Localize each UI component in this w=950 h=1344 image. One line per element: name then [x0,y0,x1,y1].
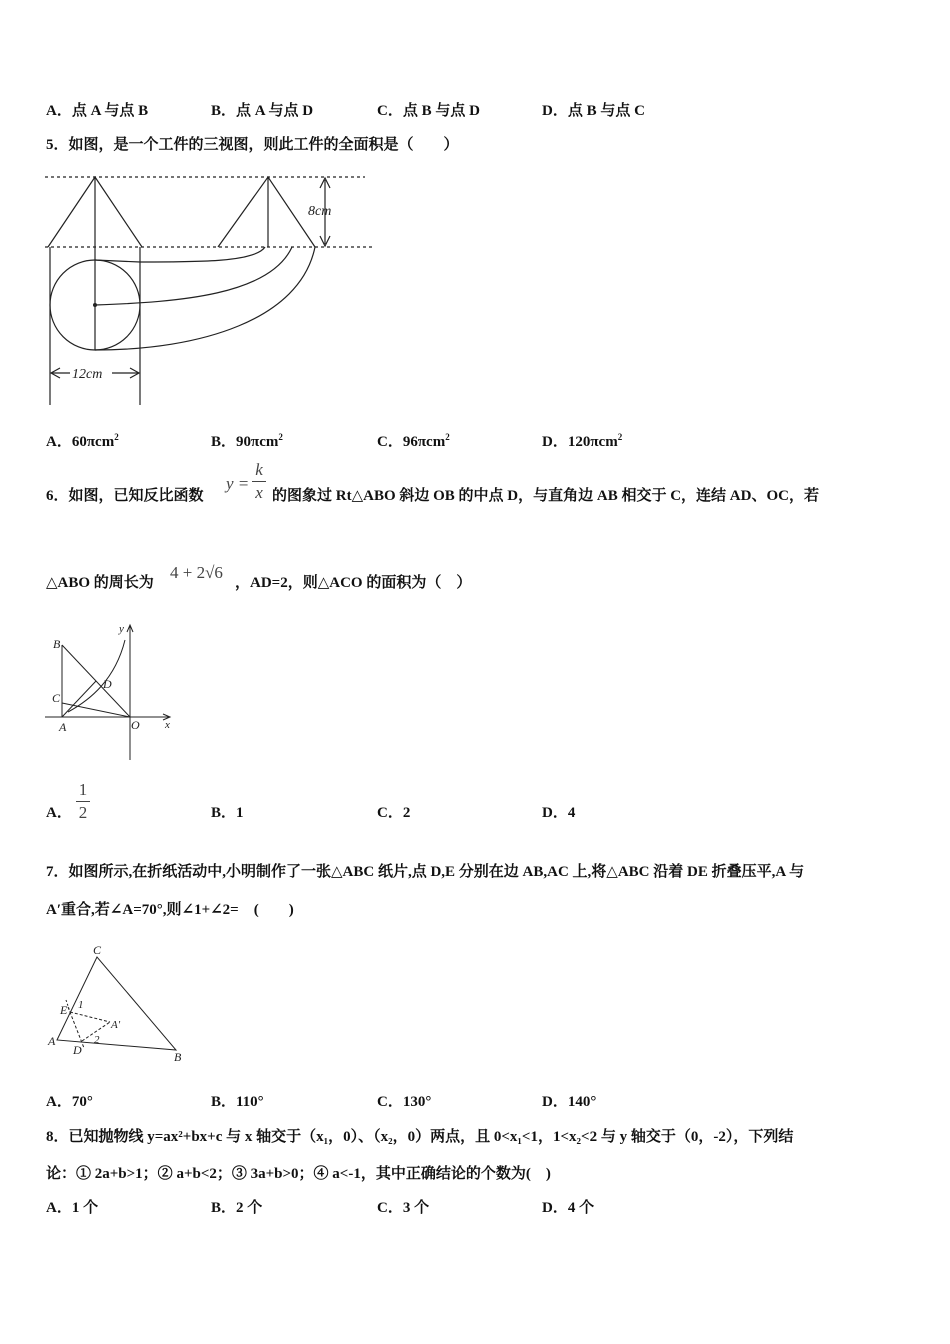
q7-option-c: C．130° [377,1094,432,1110]
q7-option-d: D．140° [542,1094,597,1110]
q8-option-c: C．3 个 [377,1200,430,1216]
label-b: B [174,1050,182,1064]
label-a: A [48,1034,56,1048]
q4-option-d: D．点 B 与点 C [542,103,645,119]
q6-option-b: B．1 [211,805,244,821]
label-d: D [103,677,112,691]
width-label: 12cm [72,367,103,382]
label-o: O [131,718,140,732]
label-angle-2: 2 [94,1034,100,1046]
label-x: x [165,719,170,731]
q4-option-a: A．点 A 与点 B [46,103,149,119]
label-a: A [59,720,67,734]
q8-line2: 论：① 2a+b>1；② a+b<2；③ 3a+b>0；④ a<-1，其中正确结论的个数为( ) [46,1166,551,1182]
q7-line2: A′重合,若∠A=70°,则∠1+∠2= ( ) [46,902,294,918]
height-label: 8cm [308,204,332,219]
label-e: E [60,1003,68,1017]
q5-three-view-figure [40,165,385,410]
q8-option-a: A．1 个 [46,1200,99,1216]
q6-formula-y: y = [226,474,250,493]
q5-option-c: C．96πcm$^2$ [377,432,450,450]
q6-line2-start: △ABO 的周长为 [46,575,154,591]
q6-option-c: C．2 [377,805,411,821]
q8-option-d: D．4 个 [542,1200,595,1216]
label-a-prime: A′ [111,1019,121,1031]
q6-option-a-label: A． [46,805,72,821]
label-y: y [119,623,124,635]
label-angle-1: 1 [78,999,84,1011]
q6-line1-end: 的图象过 Rt△ABO 斜边 OB 的中点 D，与直角边 AB 相交于 C，连结 AD、OC，若 [272,488,819,504]
q6-line1-start: 6．如图，已知反比函数 [46,488,204,504]
label-b: B [53,637,61,651]
q7-figure [45,940,190,1065]
q8-line1: 8．已知抛物线 y=ax²+bx+c 与 x 轴交于（x₁，0）、（x₂，0）两点，且 0<x₁<1，1<x₂<2 与 y 轴交于（0，-2），下列结 [46,1129,794,1145]
q7-option-b: B．110° [211,1094,264,1110]
q7-option-a: A．70° [46,1094,93,1110]
q6-formula-fraction: k x [252,460,266,503]
q8-option-b: B．2 个 [211,1200,263,1216]
q5-option-b: B．90πcm$^2$ [211,432,283,450]
q7-line1: 7．如图所示,在折纸活动中,小明制作了一张△ABC 纸片,点 D,E 分别在边 AB,AC 上,将△ABC 沿着 DE 折叠压平,A 与 [46,864,805,880]
label-c: C [93,943,102,957]
q6-line2-end: ，AD=2，则△ACO 的面积为（ ） [235,575,472,591]
q5-option-d: D．120πcm$^2$ [542,432,623,450]
q4-option-b: B．点 A 与点 D [211,103,314,119]
q4-option-c: C．点 B 与点 D [377,103,480,119]
q6-perimeter-value: 4 + 2√6 [170,563,223,582]
q6-option-a-fraction: 1 2 [76,780,90,823]
q6-option-d: D．4 [542,805,576,821]
q6-figure [40,618,185,768]
label-d: D [73,1043,82,1057]
q5-option-a: A．60πcm$^2$ [46,432,119,450]
label-c: C [52,691,61,705]
q5-stem: 5．如图，是一个工件的三视图，则此工件的全面积是（ ） [46,137,459,153]
